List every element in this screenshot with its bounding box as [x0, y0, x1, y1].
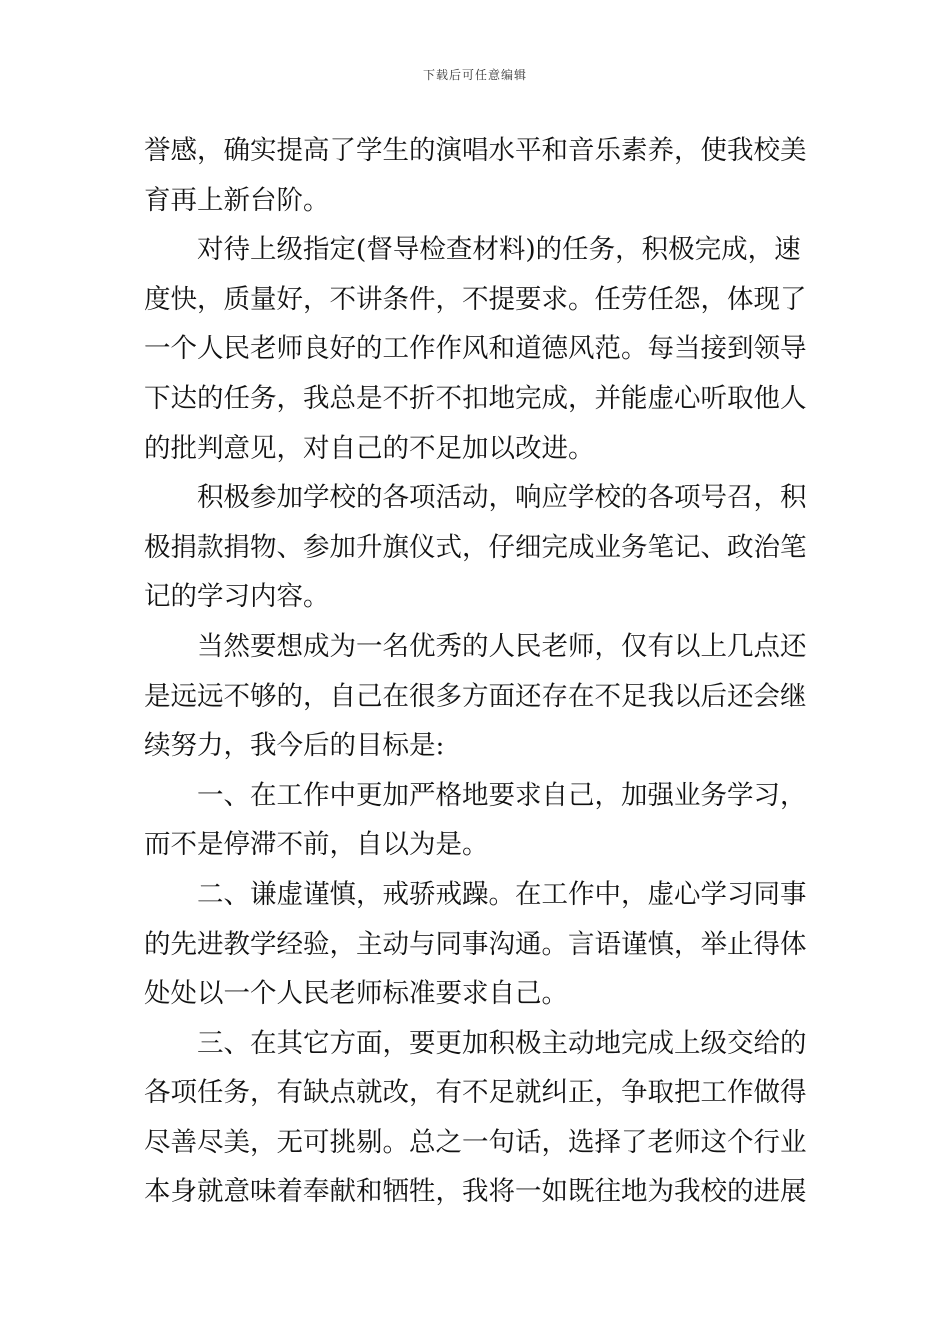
text-line: 的先进教学经验，主动与同事沟通。言语谨慎，举止得体 [144, 928, 807, 960]
text-line: 对待上级指定(督导检查材料)的任务，积极完成，速 [144, 234, 801, 266]
text-line: 的批判意见，对自己的不足加以改进。 [144, 432, 595, 464]
text-line: 二、谦虚谨慎，戒骄戒躁。在工作中，虚心学习同事 [144, 878, 807, 910]
text-line: 续努力，我今后的目标是: [144, 730, 445, 762]
text-line: 积极参加学校的各项活动，响应学校的各项号召，积 [144, 482, 807, 514]
page-header: 下载后可任意编辑 [422, 68, 527, 82]
text-line: 本身就意味着奉献和牺牲，我将一如既往地为我校的进展 [144, 1176, 807, 1208]
text-line: 各项任务，有缺点就改，有不足就纠正，争取把工作做得 [144, 1077, 807, 1109]
text-line: 处处以一个人民老师标准要求自己。 [144, 978, 568, 1010]
text-line: 记的学习内容。 [144, 581, 330, 613]
text-line: 当然要想成为一名优秀的人民老师，仅有以上几点还 [144, 630, 807, 662]
text-line: 是远远不够的，自己在很多方面还存在不足我以后还会继 [144, 680, 807, 712]
text-line: 而不是停滞不前，自以为是。 [144, 829, 489, 861]
text-line: 尽善尽美，无可挑剔。总之一句话，选择了老师这个行业 [144, 1126, 807, 1158]
text-line: 育再上新台阶。 [144, 184, 330, 216]
document-body [144, 126, 810, 1217]
text-line: 誉感，确实提高了学生的演唱水平和音乐素养，使我校美 [144, 135, 807, 166]
text-line: 度快，质量好，不讲条件，不提要求。任劳任怨，体现了 [144, 283, 807, 315]
text-line: 三、在其它方面，要更加积极主动地完成上级交给的 [144, 1027, 807, 1059]
text-line: 一、在工作中更加严格地要求自己，加强业务学习， [144, 779, 807, 811]
text-line: 下达的任务，我总是不折不扣地完成，并能虚心听取他人 [144, 382, 807, 414]
text-line: 一个人民老师良好的工作作风和道德风范。每当接到领导 [144, 333, 807, 365]
text-line: 极捐款捐物、参加升旗仪式，仔细完成业务笔记、政治笔 [144, 531, 807, 563]
